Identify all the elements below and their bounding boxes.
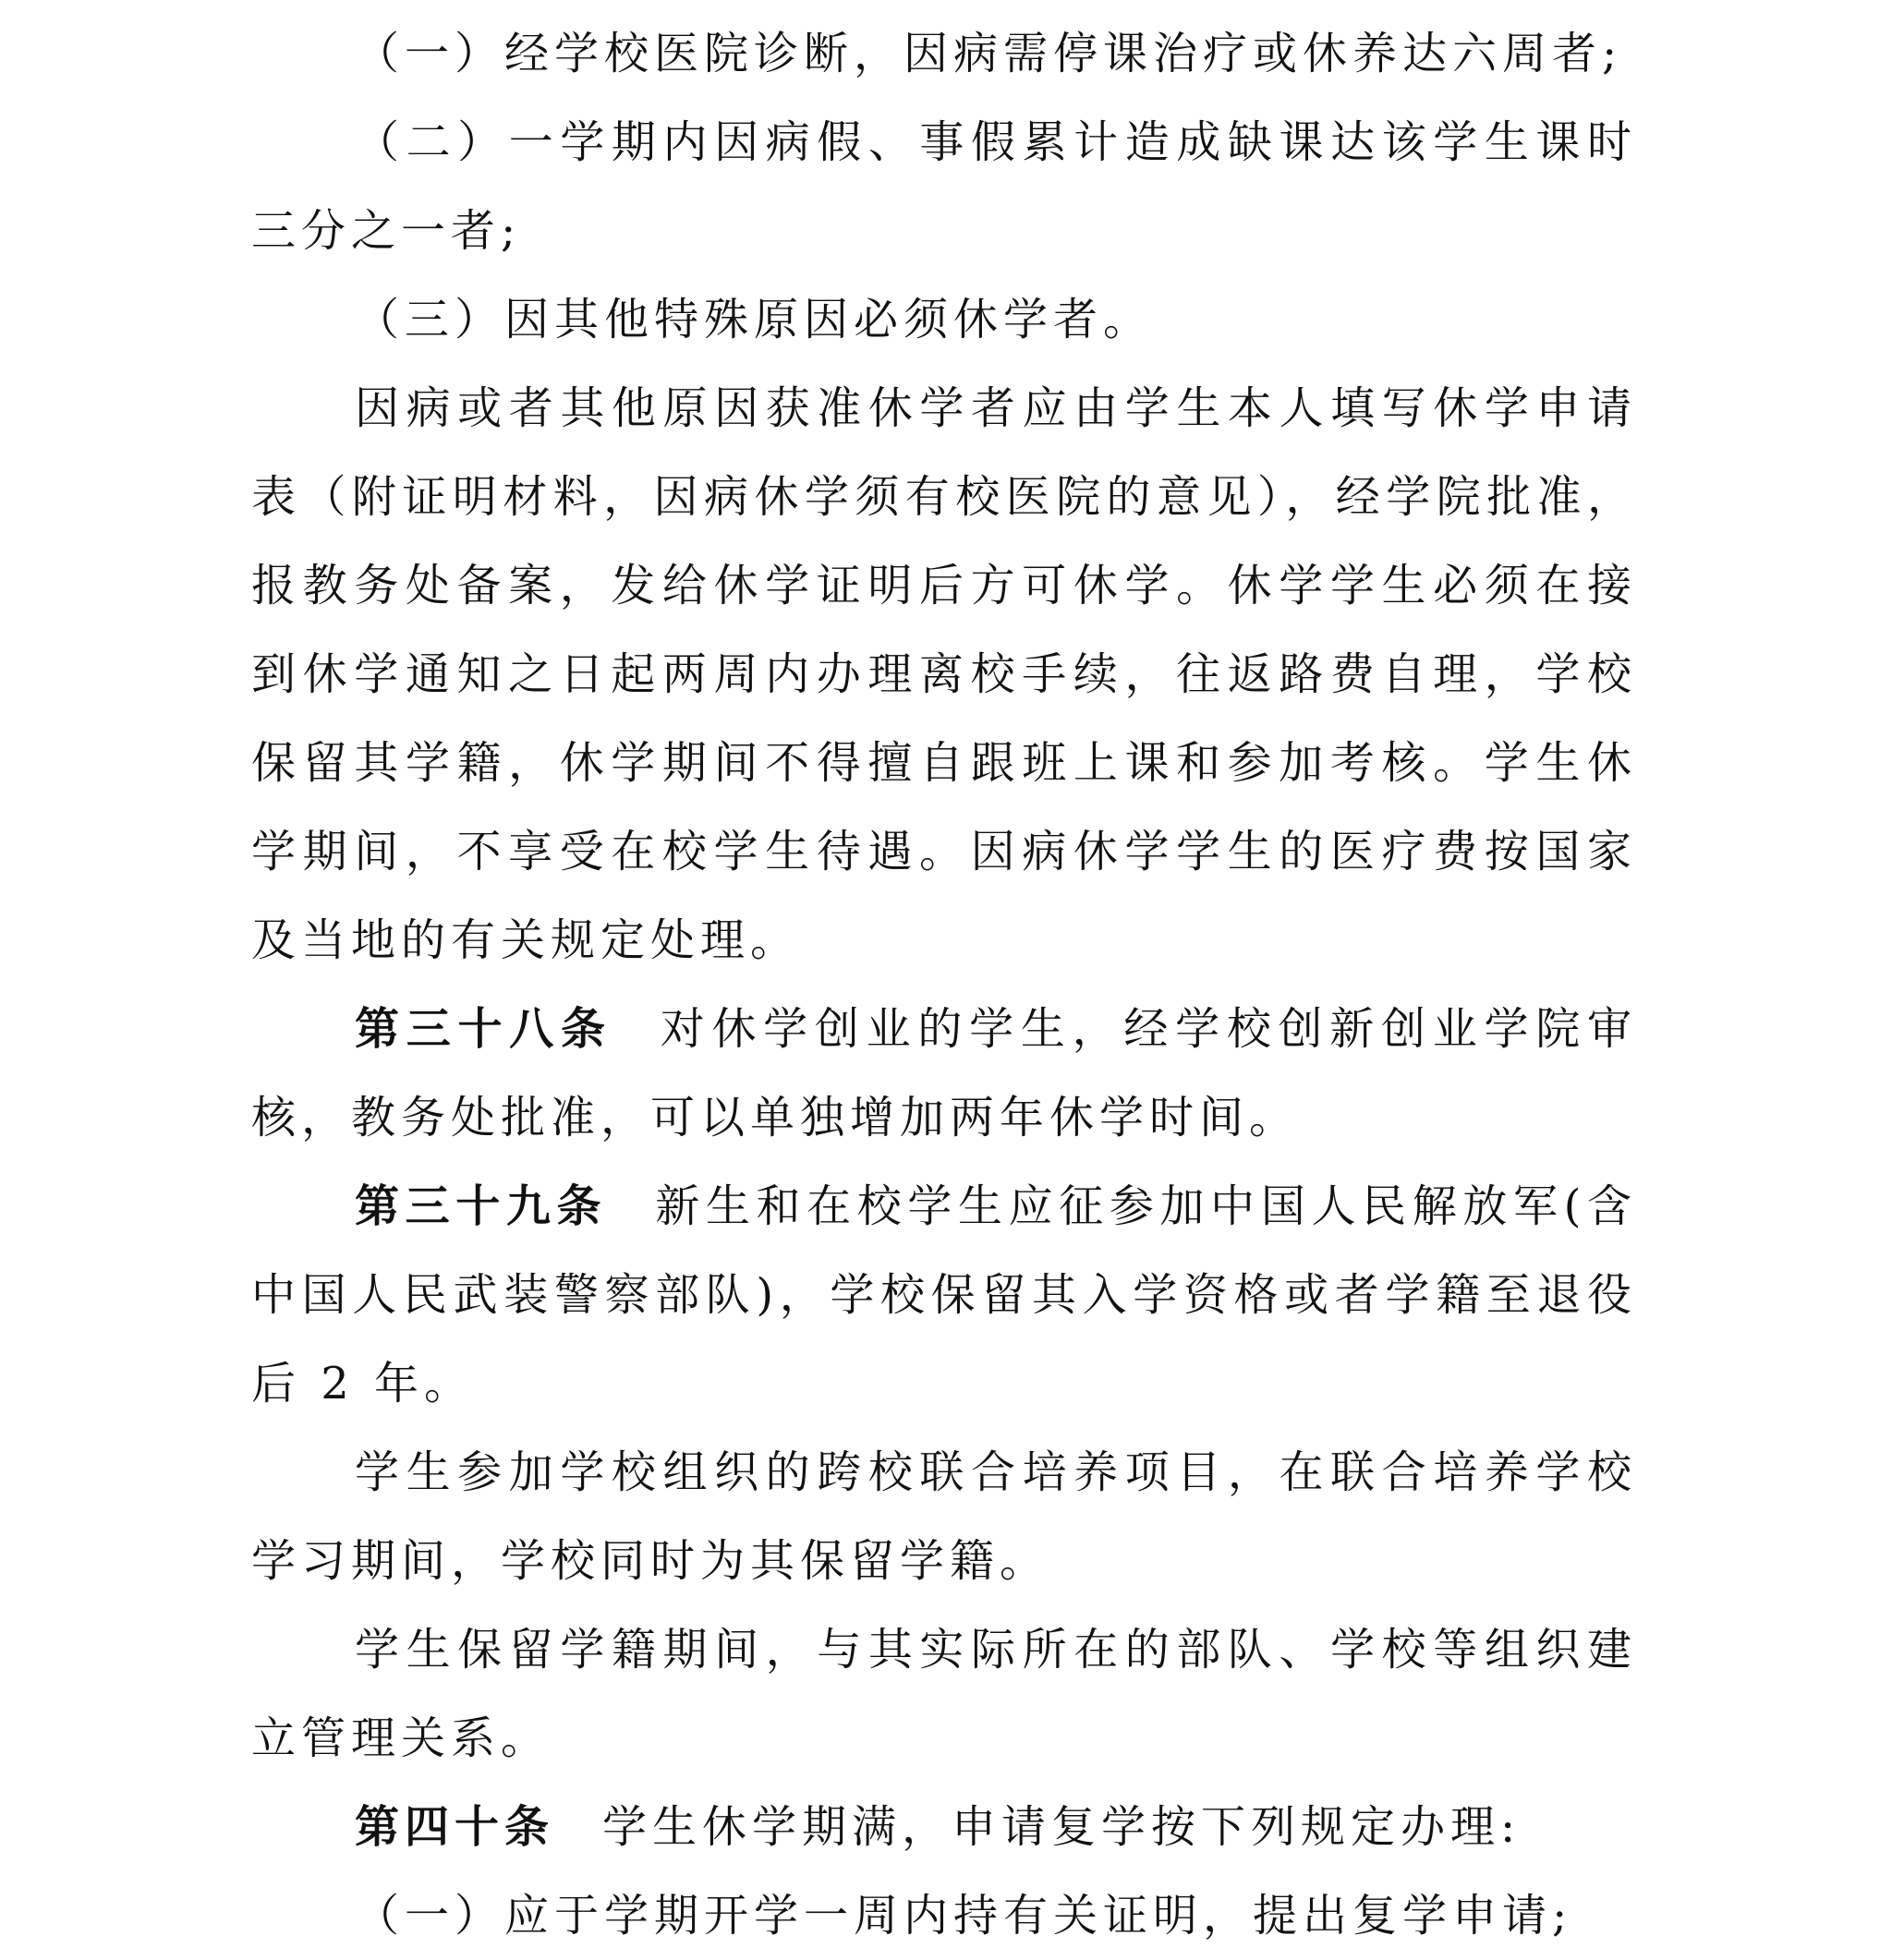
list-item-1 xyxy=(251,9,1637,98)
paragraph-management-relation xyxy=(251,1605,1637,1783)
article-40 xyxy=(251,1783,1637,1871)
document-page xyxy=(251,0,1637,1960)
paragraph-text: 学生参加学校组织的跨校联合培养项目，在联合培养学校学习期间，学校同时为其保留学籍。 xyxy=(251,1446,1637,1587)
paragraph-text: （一）经学校医院诊断，因病需停课治疗或休养达六周者; xyxy=(355,28,1623,79)
article-number: 第三十八条 xyxy=(355,1003,612,1055)
article-39 xyxy=(251,1162,1637,1428)
article-number: 第四十条 xyxy=(355,1801,555,1853)
paragraph-suspension-procedure xyxy=(251,364,1637,985)
list-item-resume-1 xyxy=(251,1871,1637,1960)
list-item-2 xyxy=(251,98,1637,275)
paragraph-text: （二）一学期内因病假、事假累计造成缺课达该学生课时三分之一者; xyxy=(251,116,1637,257)
article-38 xyxy=(251,985,1637,1162)
article-number: 第三十九条 xyxy=(355,1180,608,1232)
article-text: 新生和在校学生应征参加中国人民解放军(含中国人民武装警察部队)，学校保留其入学资格或者学籍至退役后 2 年。 xyxy=(251,1180,1637,1410)
article-text: 对休学创业的学生，经学校创新创业学院审核，教务处批准，可以单独增加两年休学时间。 xyxy=(251,1003,1637,1143)
paragraph-text: （一）应于学期开学一周内持有关证明，提出复学申请; xyxy=(355,1890,1573,1942)
list-item-3 xyxy=(251,275,1637,364)
article-text: 学生休学期满，申请复学按下列规定办理: xyxy=(602,1801,1522,1853)
paragraph-text: 学生保留学籍期间，与其实际所在的部队、学校等组织建立管理关系。 xyxy=(251,1624,1637,1764)
paragraph-text: （三）因其他特殊原因必须休学者。 xyxy=(355,294,1154,345)
paragraph-text: 因病或者其他原因获准休学者应由学生本人填写休学申请表（附证明材料，因病休学须有校医院的意见），经学院批准，报教务处备案，发给休学证明后方可休学。休学学生必须在接到休学通知之日起两周内办理离校手续，往返路费自理，学校保留其学籍，休学期间不得擅自跟班上课和参加考核。学生休学期间，不享受在校学生待遇。因病休学学生的医疗费按国家及当地的有关规定处理。 xyxy=(251,382,1637,966)
paragraph-joint-training xyxy=(251,1428,1637,1605)
